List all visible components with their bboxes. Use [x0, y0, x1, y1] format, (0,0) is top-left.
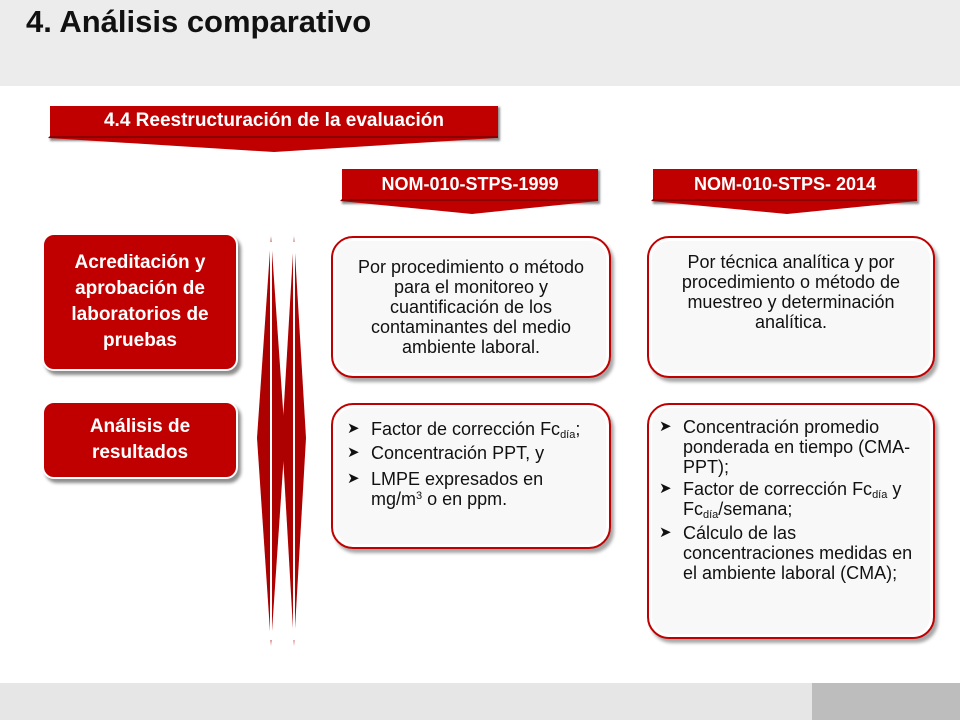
- bullet-item: [343, 419, 589, 439]
- arrow-bullet-icon: ➤: [347, 420, 360, 437]
- section-banner-label: 4.4 Reestructuración de la evaluación: [103, 110, 445, 131]
- arrow-bullet-icon: ➤: [347, 444, 360, 461]
- bullet-text: Factor de corrección Fc: [371, 419, 561, 439]
- bullet-item: [655, 417, 923, 477]
- arrow-bullet-icon: ➤: [347, 470, 360, 487]
- arrow-bullet-icon: ➤: [659, 524, 672, 541]
- cell-acreditacion-1999-text: Por procedimiento o método para el monitoreo y cuantificación de los contaminantes del medio ambiente laboral.: [357, 257, 585, 357]
- vertical-divider-shape: [254, 232, 310, 652]
- row-label-analisis-text: Análisis de resultados: [89, 416, 191, 463]
- column-header-2014-label: NOM-010-STPS- 2014: [693, 173, 877, 194]
- bullet-text: Factor de corrección Fc: [683, 479, 873, 499]
- column-header-1999: [340, 167, 598, 201]
- bullet-text-end: o en ppm.: [422, 489, 508, 509]
- subscript-text: día: [703, 509, 719, 521]
- footer-accent-block: [812, 683, 960, 720]
- bullet-text-end: ;: [575, 419, 581, 439]
- bullet-list-2014: [655, 417, 923, 583]
- bullet-text: Concentración PPT, y: [371, 443, 545, 463]
- bullet-item: [343, 469, 589, 509]
- row-label-acreditacion: [42, 233, 238, 371]
- bullet-text-end: /semana;: [718, 499, 793, 519]
- bullet-item: [655, 479, 923, 519]
- superscript-text: 3: [416, 490, 423, 502]
- cell-acreditacion-2014: [647, 236, 935, 378]
- bullet-text: Cálculo de las concentraciones medidas en el ambiente laboral (CMA);: [683, 523, 913, 583]
- bullet-text: Concentración promedio ponderada en tiempo (CMA-PPT);: [683, 417, 911, 477]
- column-header-1999-tail: [340, 201, 602, 217]
- subscript-text: día: [560, 429, 576, 441]
- section-banner-tail: [48, 138, 500, 156]
- bullet-text: LMPE expresados en mg/m: [371, 469, 544, 509]
- cell-acreditacion-1999: [331, 236, 611, 378]
- row-label-acreditacion-text: Acreditación y aprobación de laboratorios de pruebas: [71, 252, 209, 351]
- section-banner: [48, 104, 498, 138]
- slide-title: 4. Análisis comparativo: [26, 4, 372, 39]
- bullet-item: [655, 523, 923, 583]
- column-header-1999-label: NOM-010-STPS-1999: [381, 173, 559, 194]
- row-label-analisis: [42, 401, 238, 479]
- bullet-text-mid: y Fc: [683, 479, 902, 519]
- arrow-bullet-icon: ➤: [659, 418, 672, 435]
- cell-acreditacion-2014-text: Por técnica analítica y por procedimiento o método de muestreo y determinación analítica.: [681, 252, 901, 332]
- subscript-text: día: [872, 489, 888, 501]
- bullet-list-1999: [343, 419, 589, 509]
- bullet-item: [343, 443, 589, 463]
- cell-analisis-2014: [647, 403, 935, 639]
- cell-analisis-1999: [331, 403, 611, 549]
- column-header-2014-tail: [651, 201, 921, 217]
- column-header-2014: [651, 167, 917, 201]
- arrow-bullet-icon: ➤: [659, 480, 672, 497]
